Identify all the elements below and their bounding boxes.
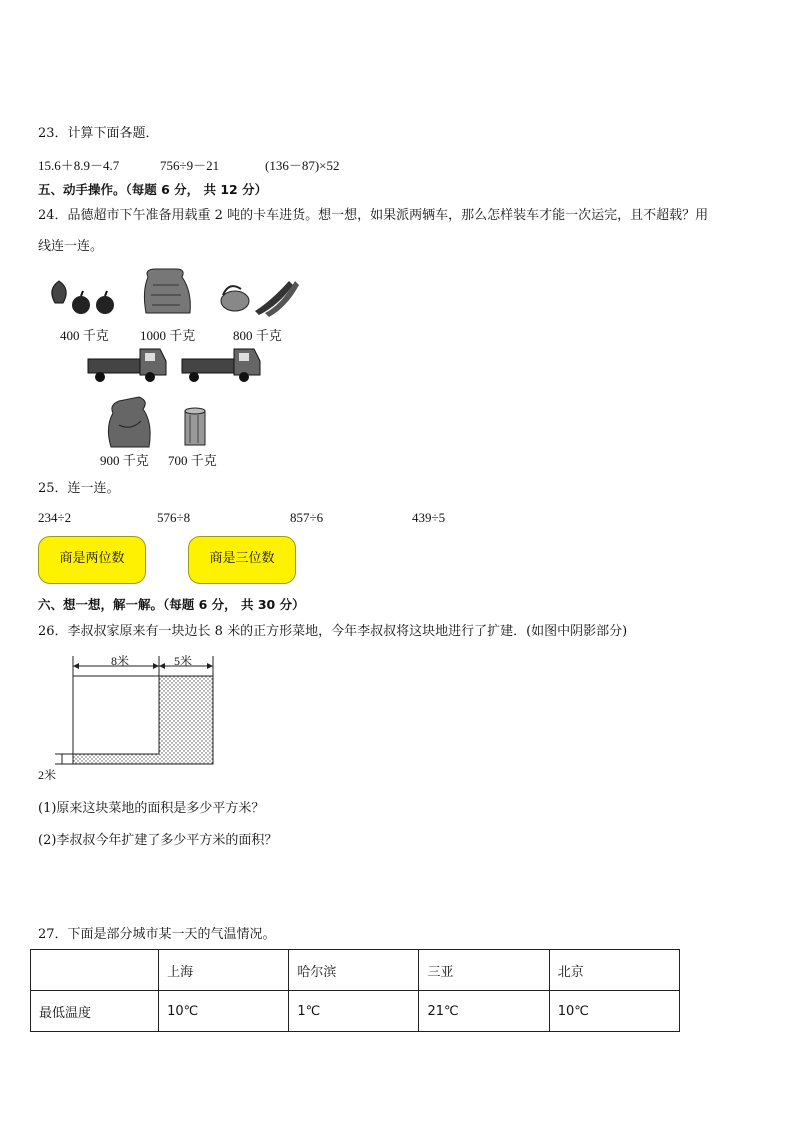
sack-icon	[144, 269, 190, 313]
table-header-cell: 哈尔滨	[289, 950, 419, 991]
q26-dim-5m: 5米	[174, 654, 193, 668]
q24-text-line2: 线连一连。	[38, 239, 104, 254]
q23-title: 23．计算下面各题．	[38, 126, 159, 141]
q23-expr-1: 15.6＋8.9－4.7	[38, 158, 120, 173]
q23-expr-2: 756÷9－21	[160, 158, 220, 173]
q26-sub1: (1)原来这块菜地的面积是多少平方米？	[38, 801, 265, 816]
table-header-cell: 北京	[549, 950, 679, 991]
q25-expr-4: 439÷5	[412, 510, 446, 525]
table-row-label: 最低温度	[31, 991, 159, 1032]
table-cell: 10℃	[159, 991, 289, 1032]
q24-item-1000: 1000 千克	[140, 328, 196, 343]
temperature-table	[30, 949, 680, 1032]
bubble-three-digit: 商是三位数	[188, 536, 296, 584]
can-icon	[185, 408, 205, 445]
q26-dim-8m: 8米	[111, 654, 130, 668]
table-header-cell	[31, 950, 159, 991]
table-cell: 21℃	[419, 991, 549, 1032]
bag-icon	[108, 397, 150, 447]
q26-text: 26．李叔叔家原来有一块边长 8 米的正方形菜地，今年李叔叔将这块地进行了扩建．(如图中阴影部分)	[38, 624, 628, 639]
q25-expr-2: 576÷8	[157, 510, 191, 525]
q24-item-900: 900 千克	[100, 453, 149, 468]
table-header-row	[31, 950, 680, 991]
q27-title: 27．下面是部分城市某一天的气温情况。	[38, 927, 276, 942]
q24-item-700: 700 千克	[168, 453, 217, 468]
fruit-icon	[52, 281, 114, 314]
table-row	[31, 991, 680, 1032]
q25-title: 25．连一连。	[38, 481, 120, 496]
bubble-two-digit: 商是两位数	[38, 536, 146, 584]
section-6-heading: 六、想一想，解一解。（每题 6 分， 共 30 分）	[38, 597, 305, 612]
section-5-heading: 五、动手操作。（每题 6 分， 共 12 分）	[38, 182, 268, 197]
vegetables-icon	[221, 281, 299, 317]
q25-expr-3: 857÷6	[290, 510, 324, 525]
q26-dim-2m: 2米	[38, 768, 57, 782]
truck-icon-right	[182, 349, 260, 382]
q25-expr-1: 234÷2	[38, 510, 72, 525]
table-header-cell: 三亚	[419, 950, 549, 991]
q26-diagram	[55, 650, 230, 790]
q24-item-400: 400 千克	[60, 328, 109, 343]
table-header-cell: 上海	[159, 950, 289, 991]
q24-goods-picture	[45, 265, 315, 475]
q26-sub2: (2)李叔叔今年扩建了多少平方米的面积？	[38, 833, 278, 848]
q24-item-800: 800 千克	[233, 328, 282, 343]
q24-text-line1: 24．品德超市下午准备用载重 2 吨的卡车进货。想一想，如果派两辆车，那么怎样装车才能一次运完，且不超载？用	[38, 208, 709, 223]
q23-expr-3: (136－87)×52	[265, 158, 340, 173]
table-cell: 1℃	[289, 991, 419, 1032]
table-cell: 10℃	[549, 991, 679, 1032]
truck-icon-left	[88, 349, 166, 382]
